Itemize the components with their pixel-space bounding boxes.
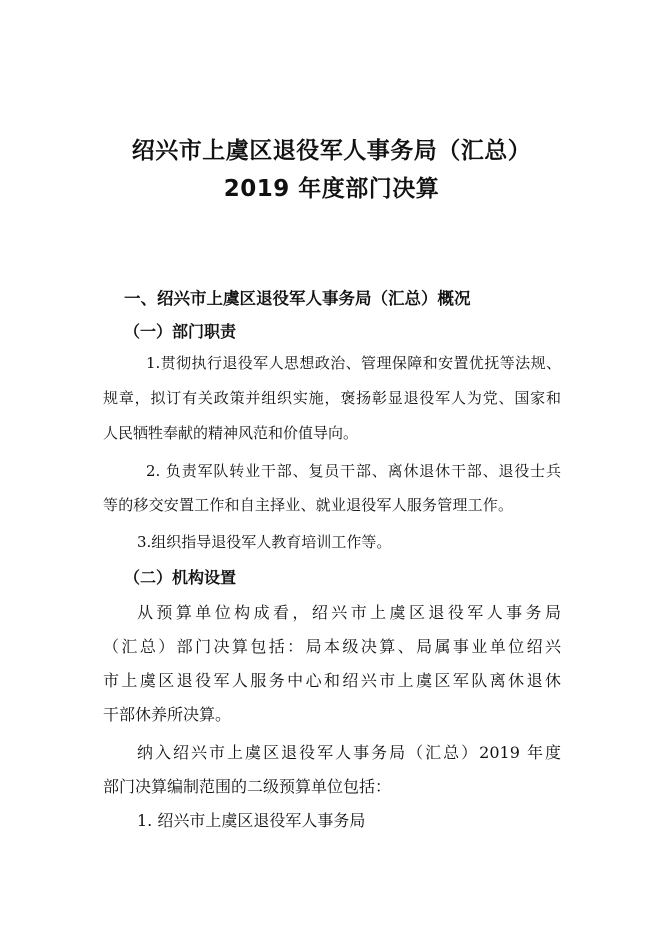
- units-para-line-1: 纳入绍兴市上虞区退役军人事务局（汇总）2019 年度: [137, 743, 561, 762]
- subsection-heading-duties: （一）部门职责: [124, 322, 237, 341]
- document-title-line2: 2019 年度部门决算: [223, 176, 440, 202]
- subsection-heading-structure: （二）机构设置: [124, 568, 237, 587]
- duty-item-2-line-1: 2. 负责军队转业干部、复员干部、离休退休干部、退役士兵: [146, 462, 561, 480]
- structure-para-line-4: 干部休养所决算。: [103, 705, 232, 724]
- unit-list-item-1: 1. 绍兴市上虞区退役军人事务局: [137, 811, 366, 830]
- duty-item-2-line-2: 等的移交安置工作和自主择业、就业退役军人服务管理工作。: [103, 496, 513, 514]
- structure-para-line-2: （汇总）部门决算包括：局本级决算、局属事业单位绍兴: [103, 637, 561, 656]
- units-para-line-2: 部门决算编制范围的二级预算单位包括：: [103, 777, 392, 796]
- duty-item-1-line-2: 规章，拟订有关政策并组织实施，褒扬彰显退役军人为党、国家和: [103, 389, 561, 407]
- document-title-line1: 绍兴市上虞区退役军人事务局（汇总）: [131, 138, 532, 164]
- structure-para-line-1: 从预算单位构成看，绍兴市上虞区退役军人事务局: [137, 603, 561, 622]
- duty-item-3: 3.组织指导退役军人教育培训工作等。: [137, 533, 392, 551]
- structure-para-line-3: 市上虞区退役军人服务中心和绍兴市上虞区军队离休退休: [103, 671, 561, 690]
- duty-item-1-line-1: 1.贯彻执行退役军人思想政治、管理保障和安置优抚等法规、: [146, 354, 561, 372]
- duty-item-1-line-3: 人民牺牲奉献的精神风范和价值导向。: [103, 424, 359, 442]
- section-heading-overview: 一、绍兴市上虞区退役军人事务局（汇总）概况: [124, 289, 471, 308]
